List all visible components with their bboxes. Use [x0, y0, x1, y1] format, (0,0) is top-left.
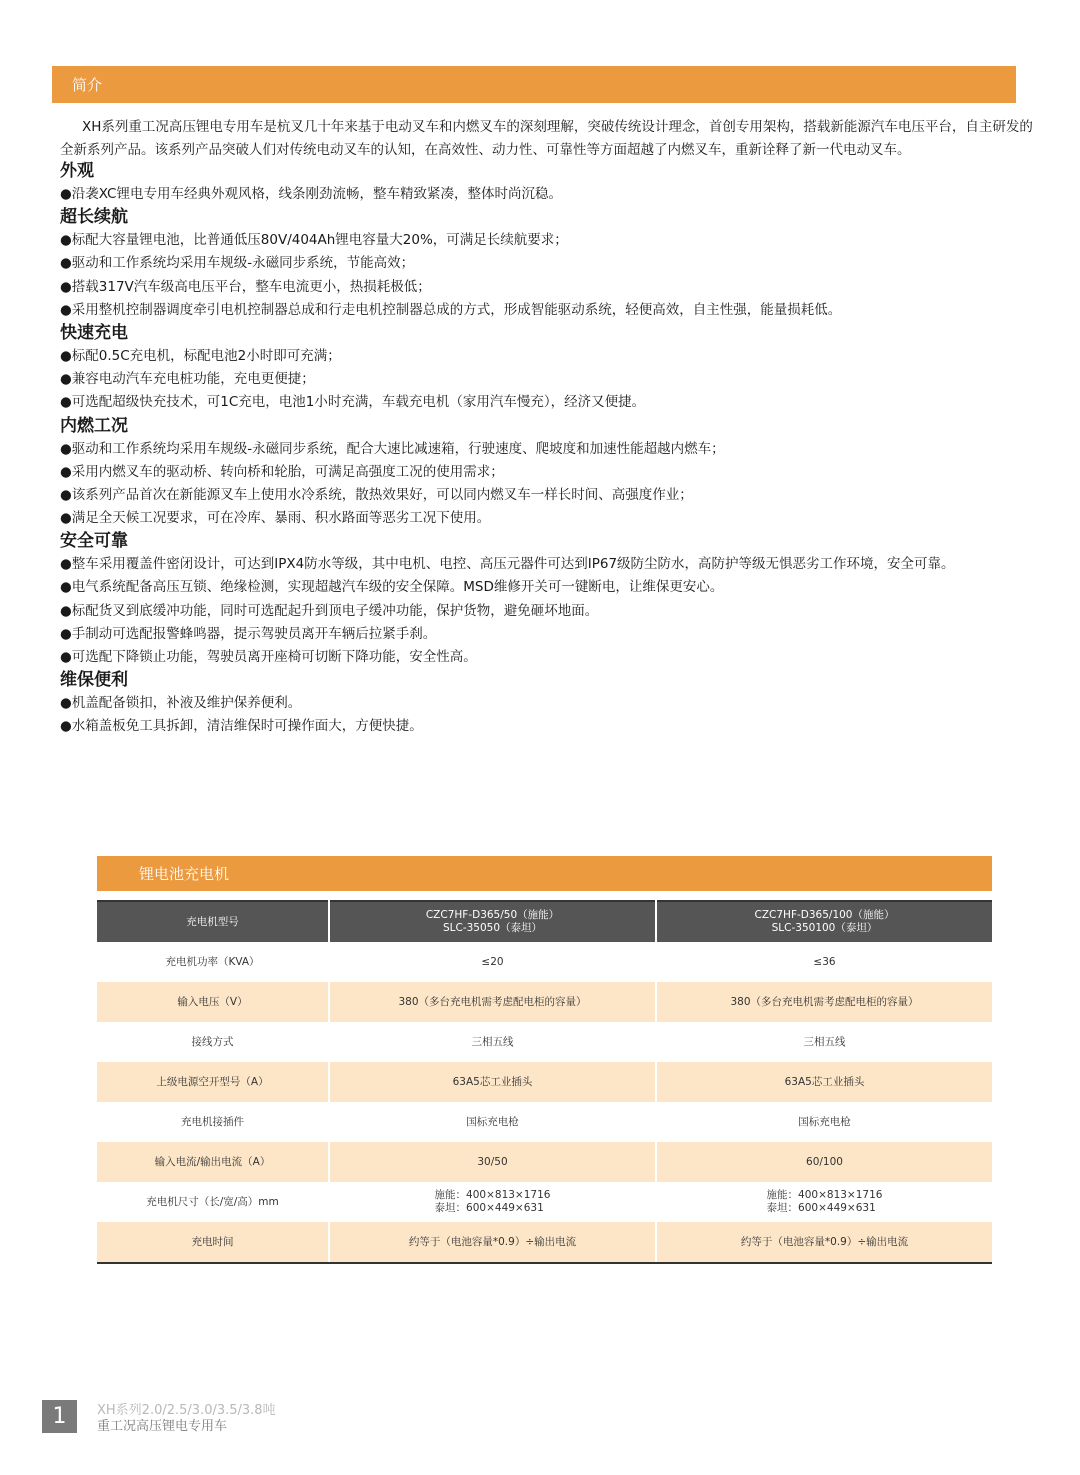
row-label: 接线方式 — [97, 1022, 329, 1062]
row-label: 充电机接插件 — [97, 1102, 329, 1142]
model-1-line-1: CZC7HF-D365/50（施能） — [425, 909, 560, 921]
section-title: 内燃工况 — [60, 415, 128, 436]
table-header-model-2 — [656, 901, 992, 942]
table-row — [97, 1102, 992, 1142]
cell-value: 约等于（电池容量*0.9）÷输出电流 — [656, 1222, 992, 1263]
section-title: 快速充电 — [60, 322, 128, 343]
bullet-item: ●该系列产品首次在新能源叉车上使用水冷系统，散热效果好，可以同内燃叉车一样长时间、高强度作业； — [60, 486, 693, 503]
row-label: 输入电压（V） — [97, 982, 329, 1022]
dimension-sn: 施能：400×813×1716 — [434, 1189, 551, 1201]
cell-value — [656, 1182, 992, 1222]
bullet-item: ●驱动和工作系统均采用车规级-永磁同步系统，节能高效； — [60, 255, 415, 272]
bullet-item: ●满足全天候工况要求，可在冷库、暴雨、积水路面等恶劣工况下使用。 — [60, 510, 491, 527]
section-title: 维保便利 — [60, 670, 128, 691]
table-header-label: 充电机型号 — [97, 901, 329, 942]
section-combustion-conditions — [60, 415, 1035, 531]
cell-value: 国标充电枪 — [798, 1115, 851, 1128]
bullet-item: ●可选配下降锁止功能，驾驶员离开座椅可切断下降功能，安全性高。 — [60, 649, 477, 665]
bullet-item: ●机盖配备锁扣，补液及维护保养便利。 — [60, 695, 302, 712]
intro-section-title: 简介 — [72, 76, 103, 94]
bullet-item: ●兼容电动汽车充电桩功能，充电更便捷； — [60, 371, 315, 388]
section-title: 超长续航 — [60, 207, 128, 228]
cell-value — [329, 1182, 656, 1222]
charger-spec-table — [97, 900, 992, 1264]
footer-series-line: XH系列2.0/2.5/3.0/3.5/3.8吨 — [97, 1403, 276, 1418]
cell-value: 63A5芯工业插头 — [329, 1062, 656, 1102]
table-row — [97, 1142, 992, 1182]
table-row — [97, 1182, 992, 1222]
bullet-item: ●驱动和工作系统均采用车规级-永磁同步系统，配合大速比减速箱，行驶速度、爬坡度和加速性能超越内燃车； — [60, 440, 725, 457]
section-endurance — [60, 206, 1035, 322]
section-safety — [60, 530, 1035, 669]
table-header-model-1 — [329, 901, 656, 942]
bullet-item: ●水箱盖板免工具拆卸，清洁维保时可操作面大，方便快捷。 — [60, 718, 423, 735]
section-fast-charging — [60, 322, 1035, 415]
cell-value: ≤20 — [329, 942, 656, 982]
row-label: 输入电流/输出电流（A） — [97, 1142, 329, 1182]
bullet-item: ●可选配超级快充技术，可1C充电，电池1小时充满，车载充电机（家用汽车慢充），经济又便捷。 — [60, 394, 646, 411]
bullet-item: ●采用整机控制器调度牵引电机控制器总成和行走电机控制器总成的方式，形成智能驱动系统，轻便高效，自主性强，能量损耗低。 — [60, 301, 842, 318]
cell-value: 60/100 — [656, 1142, 992, 1182]
bullet-item: ●采用内燃叉车的驱动桥、转向桥和轮胎，可满足高强度工况的使用需求； — [60, 463, 504, 480]
bullet-item: ●搭载317V汽车级高电压平台，整车电流更小，热损耗极低； — [60, 278, 431, 295]
model-2-line-1: CZC7HF-D365/100（施能） — [754, 909, 895, 921]
intro-paragraph: XH系列重工况高压锂电专用车是杭叉几十年来基于电动叉车和内燃叉车的深刻理解，突破传统设计理念，首创专用架构，搭载新能源汽车电压平台，自主研发的全新系列产品。该系列产品突破人们对传统电动叉车的认知，在高效性、动力性、可靠性等方面超越了内燃叉车，重新诠释了新一代电动叉车。 — [60, 119, 1033, 158]
bullet-item: ●电气系统配备高压互锁、绝缘检测，实现超越汽车级的安全保障。MSD维修开关可一键断电，让维保更安心。 — [60, 579, 724, 596]
cell-value: 63A5芯工业插头 — [656, 1062, 992, 1102]
section-title: 安全可靠 — [60, 531, 128, 552]
table-row — [97, 1062, 992, 1102]
cell-value: 国标充电枪 — [329, 1102, 656, 1142]
section-maintenance — [60, 669, 1035, 738]
table-row — [97, 982, 992, 1022]
cell-value: 380（多台充电机需考虑配电柜的容量） — [656, 982, 992, 1022]
cell-value: 380（多台充电机需考虑配电柜的容量） — [329, 982, 656, 1022]
intro-section-bar — [52, 66, 1016, 103]
model-2-line-2: SLC-350100（泰坦） — [771, 922, 878, 934]
cell-value: 约等于（电池容量*0.9）÷输出电流 — [329, 1222, 656, 1263]
row-label: 充电机功率（KVA） — [97, 942, 329, 982]
bullet-item: ●整车采用覆盖件密闭设计，可达到IPX4防水等级，其中电机、电控、高压元器件可达到IP67级防尘防水，高防护等级无惧恶劣工作环境，安全可靠。 — [60, 556, 955, 573]
page-number: 1 — [42, 1400, 77, 1433]
table-row — [97, 1222, 992, 1263]
bullet-item: ●标配大容量锂电池，比普通低压80V/404Ah锂电容量大20%，可满足长续航要求； — [60, 232, 568, 249]
cell-value: ≤36 — [813, 955, 836, 968]
dimension-titan: 泰坦：600×449×631 — [766, 1202, 876, 1214]
table-row — [97, 942, 992, 982]
row-label: 上级电源空开型号（A） — [97, 1062, 329, 1102]
feature-sections — [60, 160, 1035, 739]
row-label: 充电时间 — [97, 1222, 329, 1263]
section-appearance — [60, 160, 1035, 206]
charger-section-bar — [97, 856, 992, 891]
footer-product-line: 重工况高压锂电专用车 — [97, 1419, 228, 1434]
dimension-sn: 施能：400×813×1716 — [766, 1189, 883, 1201]
dimension-titan: 泰坦：600×449×631 — [434, 1202, 544, 1214]
bullet-item: ●沿袭XC锂电专用车经典外观风格，线条刚劲流畅，整车精致紧凑，整体时尚沉稳。 — [60, 186, 562, 202]
cell-value: 三相五线 — [803, 1035, 846, 1048]
charger-section-title: 锂电池充电机 — [139, 865, 230, 883]
table-row — [97, 1022, 992, 1062]
model-1-line-2: SLC-35050（泰坦） — [442, 922, 543, 934]
row-label: 充电机尺寸（长/宽/高）mm — [97, 1182, 329, 1222]
cell-value: 三相五线 — [329, 1022, 656, 1062]
section-title: 外观 — [60, 161, 94, 181]
bullet-item: ●标配货叉到底缓冲功能，同时可选配起升到顶电子缓冲功能，保护货物，避免砸坏地面。 — [60, 602, 599, 619]
table-header-row — [97, 901, 992, 942]
cell-value: 30/50 — [329, 1142, 656, 1182]
bullet-item: ●手制动可选配报警蜂鸣器，提示驾驶员离开车辆后拉紧手刹。 — [60, 625, 437, 642]
bullet-item: ●标配0.5C充电机，标配电池2小时即可充满； — [60, 347, 341, 364]
